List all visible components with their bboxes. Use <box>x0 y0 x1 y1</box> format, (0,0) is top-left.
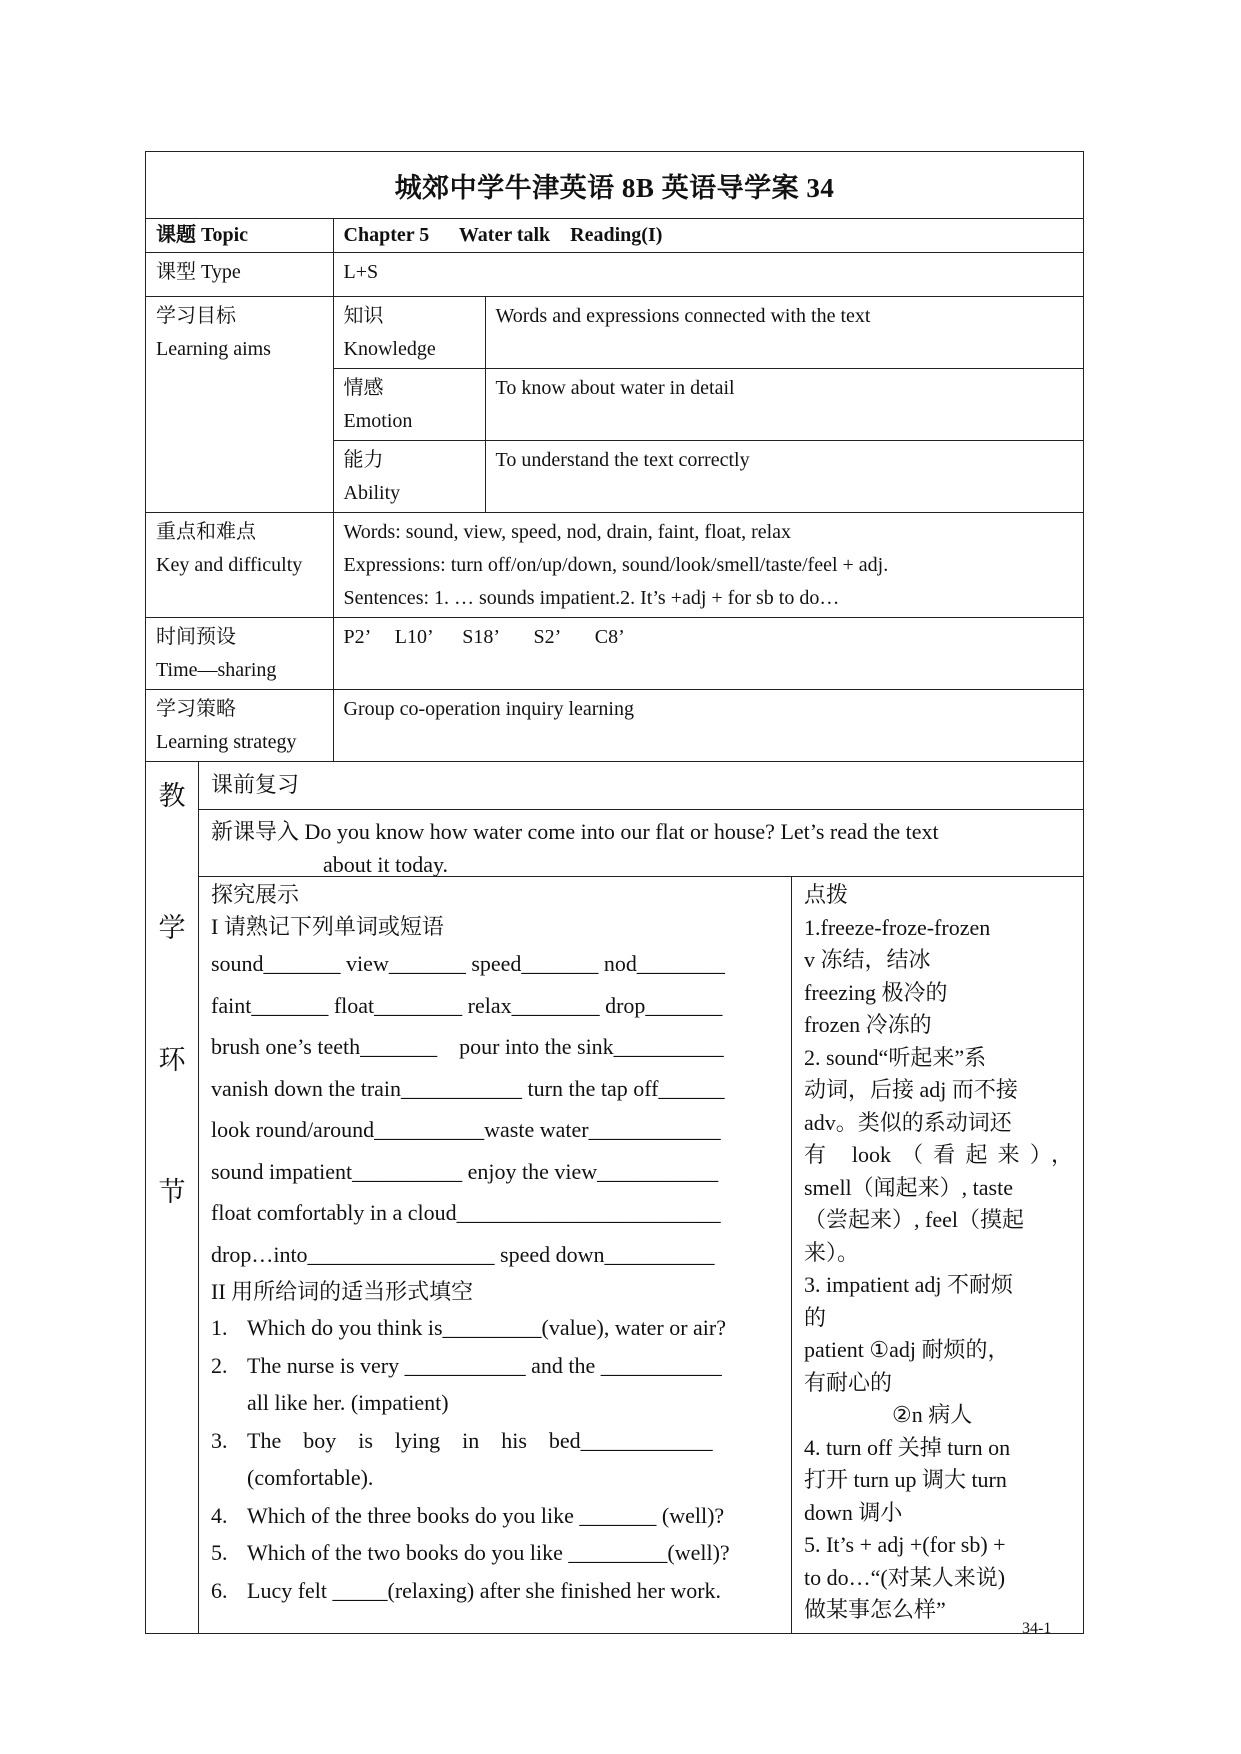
note-line: 4. turn off 关掉 turn on <box>804 1434 1011 1460</box>
note-line: 打开 turn up 调大 turn <box>804 1467 1007 1492</box>
strategy-label-cn: 学习策略 <box>156 698 236 720</box>
strategy-label <box>146 690 333 762</box>
note-line: down 调小 <box>804 1499 903 1525</box>
vocab-line: drop…into_________________ speed down__________ <box>211 1241 715 1267</box>
topic-label: 课题 Topic <box>146 219 333 253</box>
key-sentences: Sentences: 1. … sounds impatient.2. It’s +adj + for sb to do… <box>343 587 840 609</box>
key-label-en: Key and difficulty <box>156 554 303 576</box>
intro-line-2: about it today. <box>323 852 449 877</box>
note-line: 1.freeze-froze-frozen <box>804 914 991 940</box>
strategy-label-en: Learning strategy <box>156 731 297 753</box>
exercise-item <box>211 1347 781 1422</box>
note-line: 2. sound“听起来”系 <box>804 1044 987 1070</box>
key-label-cn: 重点和难点 <box>156 521 256 543</box>
explore-heading: 探究展示 <box>211 882 300 907</box>
time-label-en: Time—sharing <box>156 659 277 681</box>
note-line: freezing 极冷的 <box>804 979 948 1005</box>
exercise-text: Which do you think is_________(value), water or air? <box>247 1315 726 1340</box>
vocab-list <box>211 943 781 1275</box>
exercise-number: 6. <box>211 1577 228 1603</box>
type-row <box>146 253 1083 297</box>
exercise-text: Lucy felt _____(relaxing) after she finished her work. <box>247 1577 722 1603</box>
type-value: L+S <box>333 253 1083 297</box>
note-line: frozen 冷冻的 <box>804 1012 932 1037</box>
notes-column <box>792 877 1083 1633</box>
side-char: 环 <box>158 1045 186 1075</box>
exercise-item <box>211 1309 781 1347</box>
note-line: 做某事怎么样” <box>804 1597 946 1622</box>
exercise-list <box>211 1309 781 1609</box>
notes-heading: 点拨 <box>804 882 849 907</box>
note-line: v 冻结，结冰 <box>804 947 931 972</box>
aims-label-en: Learning aims <box>156 338 271 360</box>
note-line: 动词，后接 adj 而不接 <box>804 1077 1018 1102</box>
note-line: 3. impatient adj 不耐烦 <box>804 1272 1013 1297</box>
note-line: 5. It’s + adj +(for sb) + <box>804 1532 1006 1557</box>
vocab-line: sound impatient__________ enjoy the view___________ <box>211 1158 719 1184</box>
note-line: smell（闻起来）, taste <box>804 1174 1013 1200</box>
part1-title: I 请熟记下列单词或短语 <box>211 914 444 939</box>
aim-text-ability: To understand the text correctly <box>485 441 1083 513</box>
vocab-line: float comfortably in a cloud________________________ <box>211 1200 721 1225</box>
exercise-line: all like her. (impatient) <box>247 1390 449 1415</box>
strategy-row <box>146 690 1083 762</box>
time-row <box>146 618 1083 690</box>
intro-row <box>199 810 1083 877</box>
aim-type-ability <box>333 441 485 513</box>
aim-type-en: Ability <box>343 482 401 504</box>
exercise-item <box>211 1572 781 1610</box>
explore-column <box>199 877 792 1633</box>
side-char: 学 <box>158 913 186 943</box>
aim-type-en: Emotion <box>343 410 413 432</box>
aim-type-emotion <box>333 369 485 441</box>
aims-label <box>146 297 333 513</box>
exercise-line: The nurse is very ___________ and the ___________ <box>247 1352 722 1378</box>
teaching-content <box>199 762 1083 1633</box>
note-line: 有耐心的 <box>804 1369 893 1395</box>
topic-value: Chapter 5 Water talk Reading(I) <box>333 219 1083 253</box>
vocab-line: brush one’s teeth_______ pour into the sink__________ <box>211 1034 724 1059</box>
aim-type-knowledge <box>333 297 485 369</box>
strategy-value: Group co-operation inquiry learning <box>333 690 1083 762</box>
explore-split <box>199 877 1083 1633</box>
exercise-text <box>247 1347 781 1422</box>
exercise-text: Which of the two books do you like _________(well)? <box>247 1540 730 1565</box>
key-row <box>146 513 1083 618</box>
page-number: 34-1 <box>1022 1620 1052 1637</box>
time-label-cn: 时间预设 <box>156 626 236 648</box>
vocab-line: look round/around__________waste water____________ <box>211 1117 721 1142</box>
side-char: 节 <box>158 1177 186 1207</box>
exercise-number: 2. <box>211 1352 228 1378</box>
note-line: 有 look（看起来）， <box>804 1142 1073 1167</box>
side-char: 教 <box>158 781 186 811</box>
aim-text-emotion: To know about water in detail <box>485 369 1083 441</box>
exercise-line: (comfortable). <box>247 1465 374 1490</box>
aim-type-en: Knowledge <box>343 338 436 360</box>
topic-row <box>146 219 1083 253</box>
aim-type-cn: 情感 <box>343 377 384 399</box>
exercise-item <box>211 1497 781 1535</box>
part2-title: II 用所给词的适当形式填空 <box>211 1279 474 1304</box>
exercise-number: 1. <box>211 1315 228 1340</box>
note-line: 来）。 <box>804 1239 860 1265</box>
note-line: to do…“(对某人来说) <box>804 1564 1006 1590</box>
note-line: ②n 病人 <box>892 1402 973 1427</box>
aim-type-cn: 能力 <box>343 449 384 471</box>
note-line: （尝起来）, feel（摸起 <box>804 1207 1024 1232</box>
key-label <box>146 513 333 618</box>
time-label <box>146 618 333 690</box>
note-line: adv。类似的系动词还 <box>804 1109 1012 1135</box>
note-line: 的 <box>804 1304 827 1330</box>
note-line: patient ①adj 耐烦的， <box>804 1337 1010 1362</box>
vocab-line: faint_______ float________ relax________ drop_______ <box>211 992 723 1018</box>
exercise-text: Which of the three books do you like _______ (well)? <box>247 1502 725 1528</box>
key-words: Words: sound, view, speed, nod, drain, faint, float, relax <box>343 521 792 543</box>
aim-type-cn: 知识 <box>343 305 384 327</box>
vocab-line: vanish down the train___________ turn the tap off______ <box>211 1075 725 1101</box>
info-table <box>146 219 1083 761</box>
teaching-side-label <box>146 762 199 1633</box>
exercise-item <box>211 1422 781 1497</box>
exercise-text <box>247 1422 781 1497</box>
time-value: P2’ L10’ S18’ S2’ C8’ <box>333 618 1083 690</box>
exercise-number: 5. <box>211 1540 228 1565</box>
type-label: 课型 Type <box>146 253 333 297</box>
review-row: 课前复习 <box>199 762 1083 810</box>
exercise-number: 3. <box>211 1427 228 1453</box>
page-title: 城郊中学牛津英语 8B 英语导学案 34 <box>146 152 1083 219</box>
key-expressions: Expressions: turn off/on/up/down, sound/look/smell/taste/feel + adj. <box>343 554 889 576</box>
exercise-item <box>211 1534 781 1572</box>
teaching-section <box>146 761 1083 1633</box>
vocab-line: sound_______ view_______ speed_______ nod________ <box>211 951 725 976</box>
exercise-line: The boy is lying in his bed____________ <box>247 1427 713 1453</box>
aim-text-knowledge: Words and expressions connected with the text <box>485 297 1083 369</box>
worksheet-frame <box>145 151 1084 1634</box>
key-content <box>333 513 1083 618</box>
aims-label-cn: 学习目标 <box>156 305 236 327</box>
aims-row-knowledge <box>146 297 1083 369</box>
intro-line-1: 新课导入 Do you know how water come into our flat or house? Let’s read the text <box>211 819 939 844</box>
exercise-number: 4. <box>211 1502 228 1528</box>
